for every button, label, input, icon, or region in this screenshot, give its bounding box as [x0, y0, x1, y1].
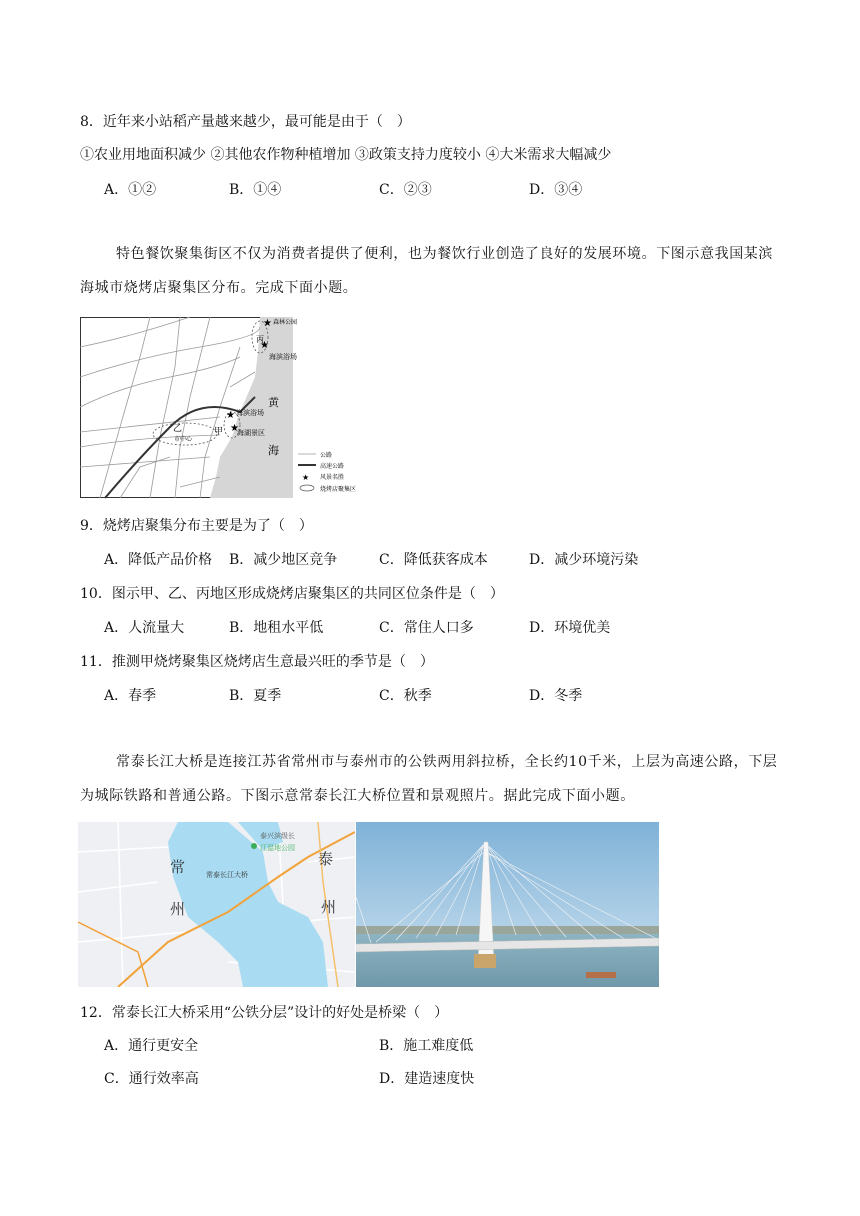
star-lake: ★	[230, 423, 239, 434]
q9-option-d: D．减少环境污染	[529, 552, 639, 568]
legend-ellipse-icon	[300, 485, 314, 491]
label-zhou2: 州	[321, 898, 337, 916]
q11-stem: 11．推测甲烧烤聚集区烧烤店生意最兴旺的季节是（ ）	[80, 654, 434, 670]
bridge-location-map	[78, 822, 355, 987]
passage-bbq	[80, 237, 785, 305]
legend-road: 公路	[320, 452, 333, 459]
photo-barge	[586, 972, 616, 978]
label-zhou: 州	[170, 900, 186, 918]
q8-option-a: A．①②	[104, 182, 157, 198]
label-tai: 泰	[318, 850, 334, 868]
bbq-district-map	[80, 317, 380, 500]
q8-option-d: D．③④	[529, 182, 583, 198]
q8-statements: ①农业用地面积减少 ②其他农作物种植增加 ③政策支持力度较小 ④大米需求大幅减少	[80, 147, 612, 163]
q10-option-c: C．常住人口多	[379, 620, 474, 636]
legend-cluster: 烧烤店聚集区	[320, 486, 357, 493]
passage-bridge	[80, 745, 785, 813]
q10-option-b: B．地租水平低	[229, 620, 324, 636]
passage-bbq-text: 特色餐饮聚集街区不仅为消费者提供了便利，也为餐饮行业创造了良好的发展环境。下图示意我国某滨海城市烧烤店聚集区分布。完成下面小题。	[80, 246, 773, 296]
label-park: 森林公园	[273, 319, 298, 326]
q11-option-a: A．春季	[104, 688, 157, 704]
q9-option-a: A．降低产品价格	[104, 552, 213, 568]
legend-highway: 高速公路	[320, 463, 345, 470]
label-yellow-sea-2: 海	[268, 444, 279, 457]
q10-option-d: D．环境优美	[529, 620, 611, 636]
q12-option-b: B．施工难度低	[379, 1038, 474, 1054]
q11-option-d: D．冬季	[529, 688, 583, 704]
label-park-2: 江湿地公园	[260, 844, 295, 852]
label-park-1: 泰兴滨级长	[260, 832, 295, 840]
q12-stem: 12．常泰长江大桥采用“公铁分层”设计的好处是桥梁（ ）	[80, 1005, 449, 1021]
q12-option-d: D．建造速度快	[379, 1071, 475, 1087]
q11-option-b: B．夏季	[229, 688, 282, 704]
label-lake: 海湖景区	[237, 429, 265, 437]
q9-stem: 9．烧烤店聚集分布主要是为了（ ）	[80, 518, 313, 534]
label-chang: 常	[170, 858, 186, 876]
q11-option-c: C．秋季	[379, 688, 432, 704]
q9-option-c: C．降低获客成本	[379, 552, 488, 568]
label-yi: 乙	[173, 424, 183, 434]
q10-stem: 10．图示甲、乙、丙地区形成烧烤店聚集区的共同区位条件是（ ）	[80, 586, 504, 602]
park-pin-icon	[251, 843, 257, 849]
passage-bridge-text: 常泰长江大桥是连接江苏省常州市与泰州市的公铁两用斜拉桥，全长约10千米，上层为高速公路，下层为城际铁路和普通公路。下图示意常泰长江大桥位置和景观照片。据此完成下面小题。	[80, 754, 778, 804]
legend-star-icon: ★	[302, 473, 310, 482]
bridge-photo	[356, 822, 659, 987]
label-center: 市中心	[174, 436, 193, 443]
tower-base	[474, 954, 496, 968]
q8-option-b: B．①④	[229, 182, 282, 198]
photo-shore	[356, 926, 659, 934]
q12-option-a: A．通行更安全	[104, 1038, 199, 1054]
label-beach-s: 海滨浴场	[236, 409, 264, 417]
q10-option-a: A．人流量大	[104, 620, 185, 636]
label-bridge: 常泰长江大桥	[206, 871, 248, 879]
star-beach-s: ★	[226, 410, 235, 421]
map-legend	[298, 451, 356, 493]
label-bing: 丙	[256, 335, 264, 344]
label-beach-n: 海滨浴场	[269, 353, 297, 361]
q8-stem: 8．近年来小站稻产量越来越少，最可能是由于（ ）	[80, 114, 411, 130]
label-jia: 甲	[214, 427, 224, 437]
q8-option-c: C．②③	[379, 182, 432, 198]
star-beach-n: ★	[260, 340, 269, 351]
label-yellow-sea-1: 黄	[268, 396, 279, 409]
star-park: ★	[263, 318, 272, 329]
legend-scenic: 风景名胜	[320, 474, 345, 481]
q9-option-b: B．减少地区竞争	[229, 552, 338, 568]
q12-option-c: C．通行效率高	[104, 1071, 199, 1087]
